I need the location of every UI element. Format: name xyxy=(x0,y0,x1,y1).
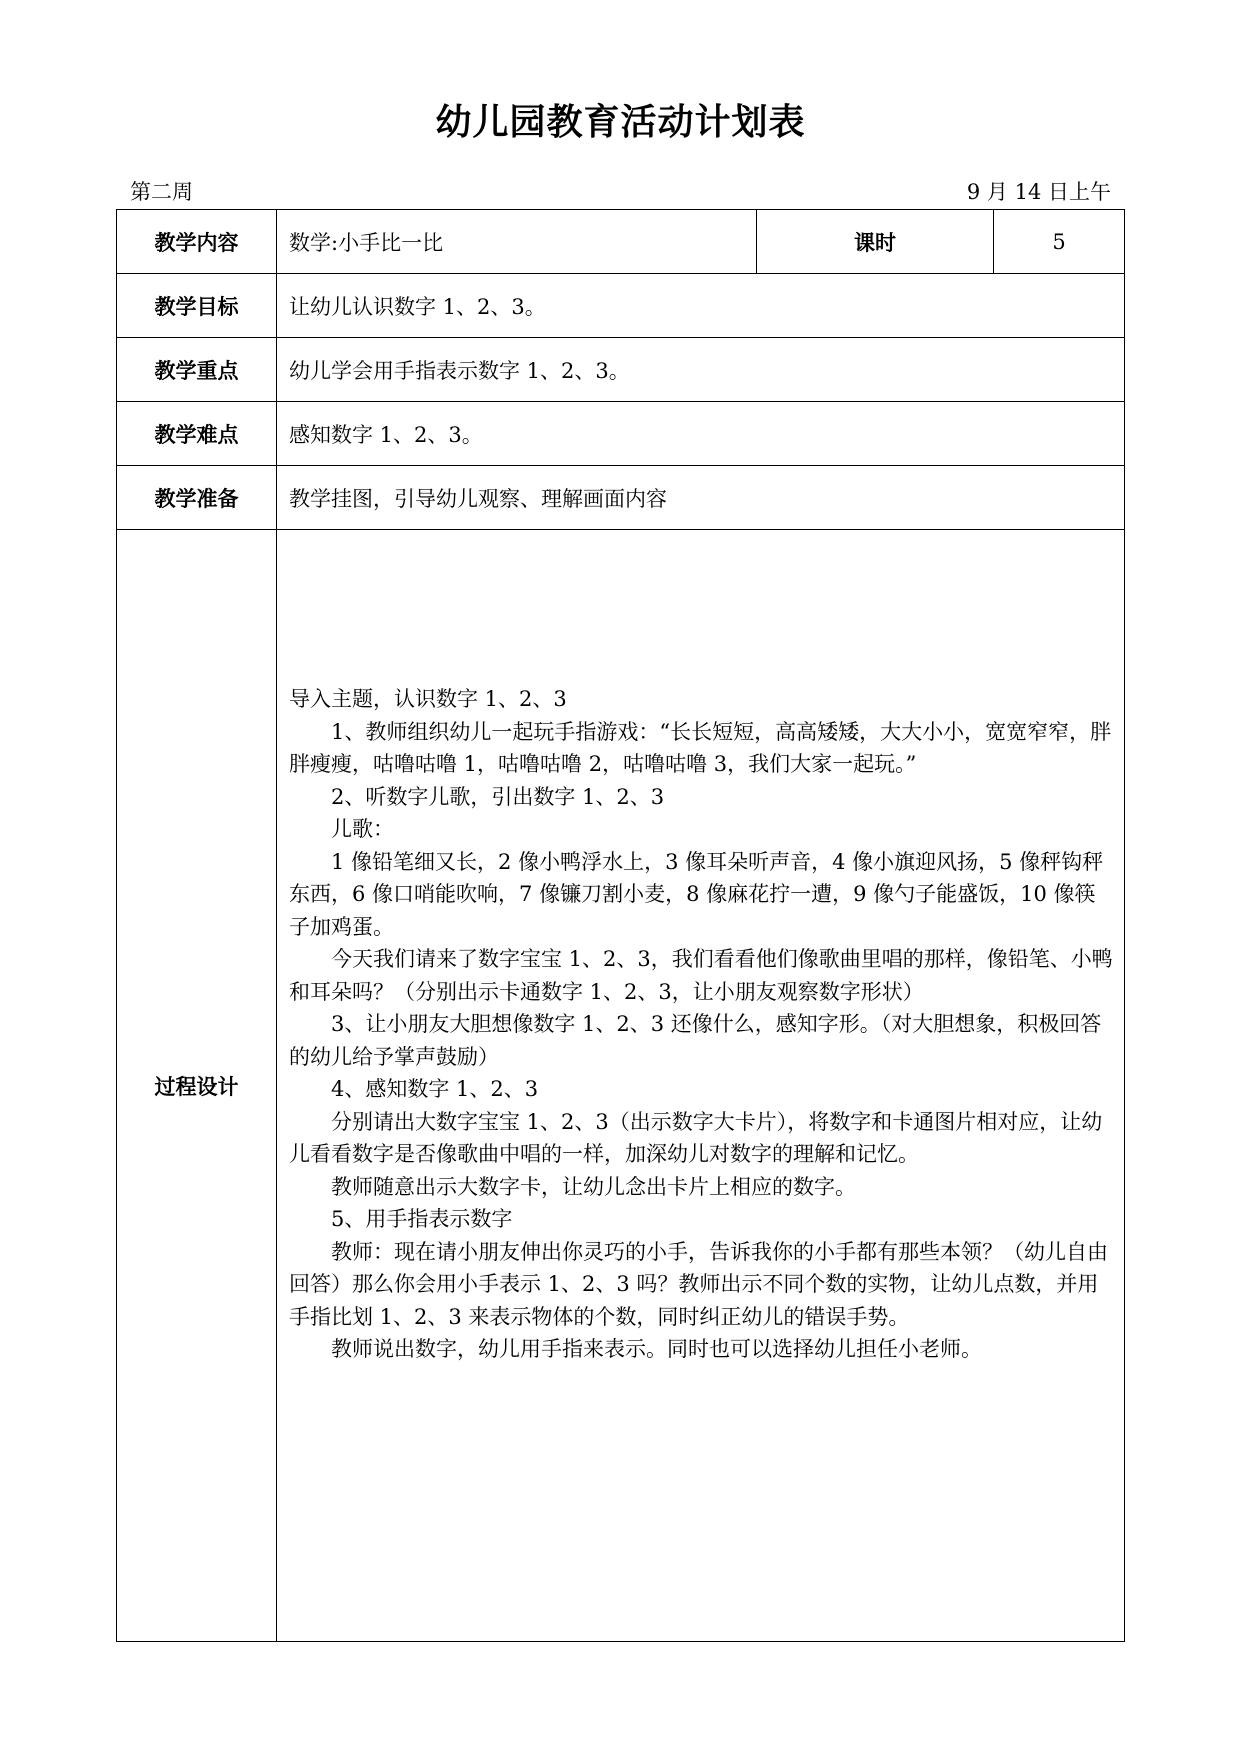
date-label: 9 月 14 日上午 xyxy=(966,180,1111,204)
process-content xyxy=(277,530,1125,1642)
page-title: 幼儿园教育活动计划表 xyxy=(435,102,806,143)
table-row-content xyxy=(117,210,1125,274)
content-label: 教学内容 xyxy=(117,210,277,274)
process-paragraph: 1、教师组织幼儿一起玩手指游戏：“长长短短，高高矮矮，大大小小，宽宽窄窄，胖胖瘦瘦，咕噜咕噜 1，咕噜咕噜 2，咕噜咕噜 3，我们大家一起玩。” xyxy=(289,719,1112,776)
goal-value: 让幼儿认识数字 1、2、3。 xyxy=(277,274,1125,338)
process-paragraph: 分别请出大数字宝宝 1、2、3（出示数字大卡片），将数字和卡通图片相对应，让幼儿看看数字是否像歌曲中唱的一样，加深幼儿对数字的理解和记忆。 xyxy=(289,1109,1103,1166)
process-paragraph: 2、听数字儿歌，引出数字 1、2、3 xyxy=(331,784,665,809)
table-row-preparation xyxy=(117,466,1125,530)
hours-label: 课时 xyxy=(757,210,994,274)
table-row-process xyxy=(117,530,1125,1642)
preparation-value: 教学挂图，引导幼儿观察、理解画面内容 xyxy=(277,466,1125,530)
process-paragraph: 3、让小朋友大胆想像数字 1、2、3 还像什么，感知字形。（对大胆想象，积极回答的幼儿给予掌声鼓励） xyxy=(289,1012,1102,1069)
week-label: 第二周 xyxy=(130,180,193,204)
process-paragraph: 4、感知数字 1、2、3 xyxy=(331,1077,539,1101)
hours-value: 5 xyxy=(994,210,1125,274)
difficulty-label: 教学难点 xyxy=(117,402,277,466)
process-label: 过程设计 xyxy=(117,530,277,1642)
process-paragraph: 1 像铅笔细又长，2 像小鸭浮水上，3 像耳朵听声音，4 像小旗迎风扬，5 像秤钩秤东西，6 像口哨能吹响，7 像镰刀割小麦，8 像麻花拧一遭，9 像勺子能盛饭，10 像筷子加鸡蛋。 xyxy=(289,849,1104,939)
process-paragraph: 教师：现在请小朋友伸出你灵巧的小手，告诉我你的小手都有那些本领？（幼儿自由回答）那么你会用小手表示 1、2、3 吗？教师出示不同个数的实物，让幼儿点数，并用手指比划 1、2、3 来表示物体的个数，同时纠正幼儿的错误手势。 xyxy=(289,1239,1108,1329)
plan-table xyxy=(116,209,1125,1642)
table-row-difficulty xyxy=(117,402,1125,466)
process-paragraph: 教师说出数字，幼儿用手指来表示。同时也可以选择幼儿担任小老师。 xyxy=(331,1337,982,1361)
process-paragraph: 教师随意出示大数字卡，让幼儿念出卡片上相应的数字。 xyxy=(331,1174,856,1199)
goal-label: 教学目标 xyxy=(117,274,277,338)
key-point-value: 幼儿学会用手指表示数字 1、2、3。 xyxy=(277,338,1125,402)
preparation-label: 教学准备 xyxy=(117,466,277,530)
table-row-key-point xyxy=(117,338,1125,402)
key-point-label: 教学重点 xyxy=(117,338,277,402)
content-value: 数学:小手比一比 xyxy=(277,210,757,274)
difficulty-value: 感知数字 1、2、3。 xyxy=(277,402,1125,466)
process-paragraph: 导入主题，认识数字 1、2、3 xyxy=(289,687,567,711)
process-paragraph: 5、用手指表示数字 xyxy=(331,1207,513,1231)
process-paragraph: 儿歌： xyxy=(331,817,394,841)
table-row-goal xyxy=(117,274,1125,338)
process-paragraph: 今天我们请来了数字宝宝 1、2、3，我们看看他们像歌曲里唱的那样，像铅笔、小鸭和耳朵吗？（分别出示卡通数字 1、2、3，让小朋友观察数字形状） xyxy=(289,947,1113,1004)
